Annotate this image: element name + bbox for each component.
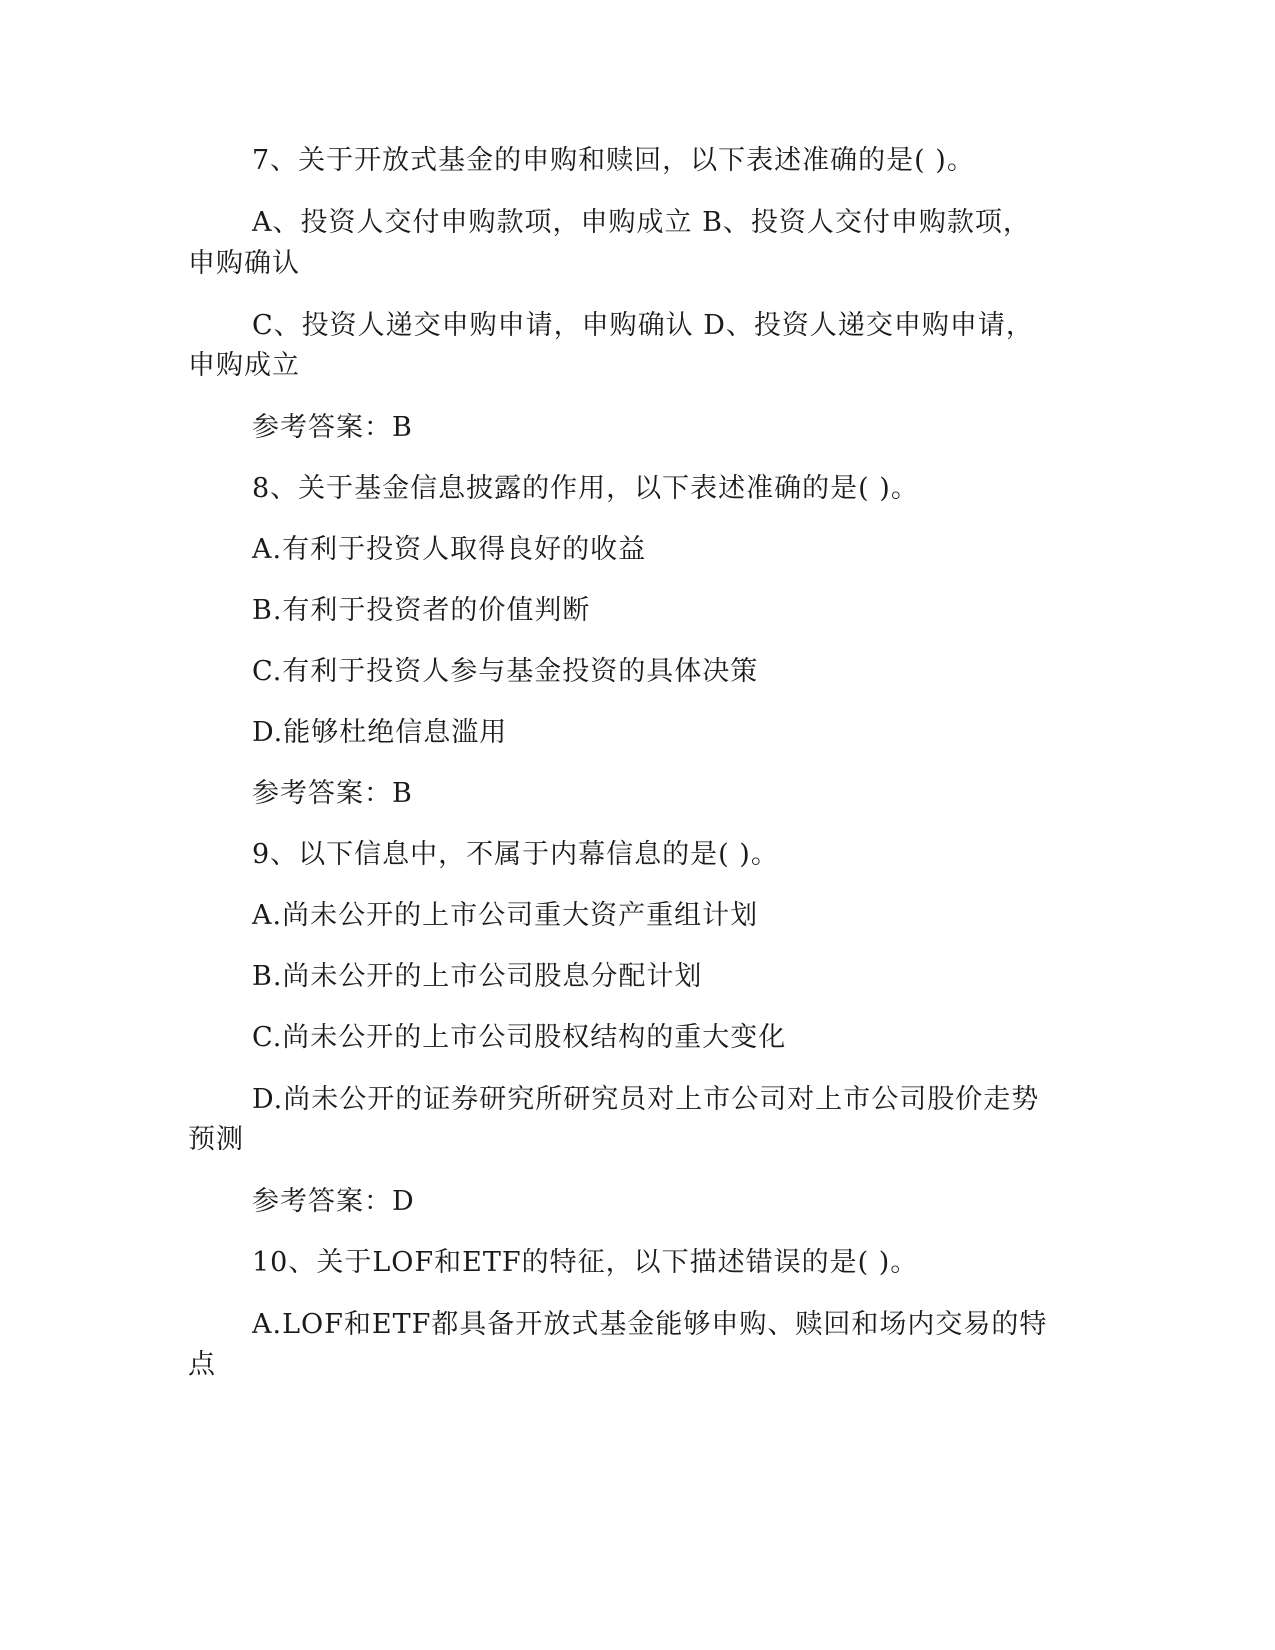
q9-option-c: C.尚未公开的上市公司股权结构的重大变化 (252, 1022, 787, 1053)
q9-option-b: B.尚未公开的上市公司股息分配计划 (252, 961, 703, 992)
q9-option-d: D.尚未公开的证券研究所研究员对上市公司对上市公司股价走势 (252, 1084, 1040, 1115)
q8-option-d: D.能够杜绝信息滥用 (252, 717, 508, 748)
q8-option-c: C.有利于投资人参与基金投资的具体决策 (252, 656, 759, 687)
q7-options-cd-cont: 申购成立 (188, 350, 300, 381)
q10-option-a: A.LOF和ETF都具备开放式基金能够申购、赎回和场内交易的特 (252, 1309, 1048, 1340)
q9-answer: 参考答案：D (252, 1186, 415, 1217)
q7-options-ab: A、投资人交付申购款项，申购成立 B、投资人交付申购款项， (252, 207, 1031, 238)
q7-stem: 7、关于开放式基金的申购和赎回，以下表述准确的是( )。 (252, 145, 975, 176)
q9-option-d-cont: 预测 (188, 1124, 244, 1155)
q7-options-ab-cont: 申购确认 (188, 248, 300, 279)
q10-option-a-cont: 点 (188, 1349, 216, 1380)
q9-option-a: A.尚未公开的上市公司重大资产重组计划 (252, 900, 759, 931)
q8-option-b: B.有利于投资者的价值判断 (252, 595, 591, 626)
q7-answer: 参考答案：B (252, 412, 413, 443)
q8-stem: 8、关于基金信息披露的作用，以下表述准确的是( )。 (252, 473, 919, 504)
q8-option-a: A.有利于投资人取得良好的收益 (252, 534, 647, 565)
q9-stem: 9、以下信息中，不属于内幕信息的是( )。 (252, 839, 779, 870)
q10-stem: 10、关于LOF和ETF的特征，以下描述错误的是( )。 (252, 1247, 919, 1278)
q8-answer: 参考答案：B (252, 778, 413, 809)
q7-options-cd: C、投资人递交申购申请，申购确认 D、投资人递交申购申请， (252, 310, 1034, 341)
